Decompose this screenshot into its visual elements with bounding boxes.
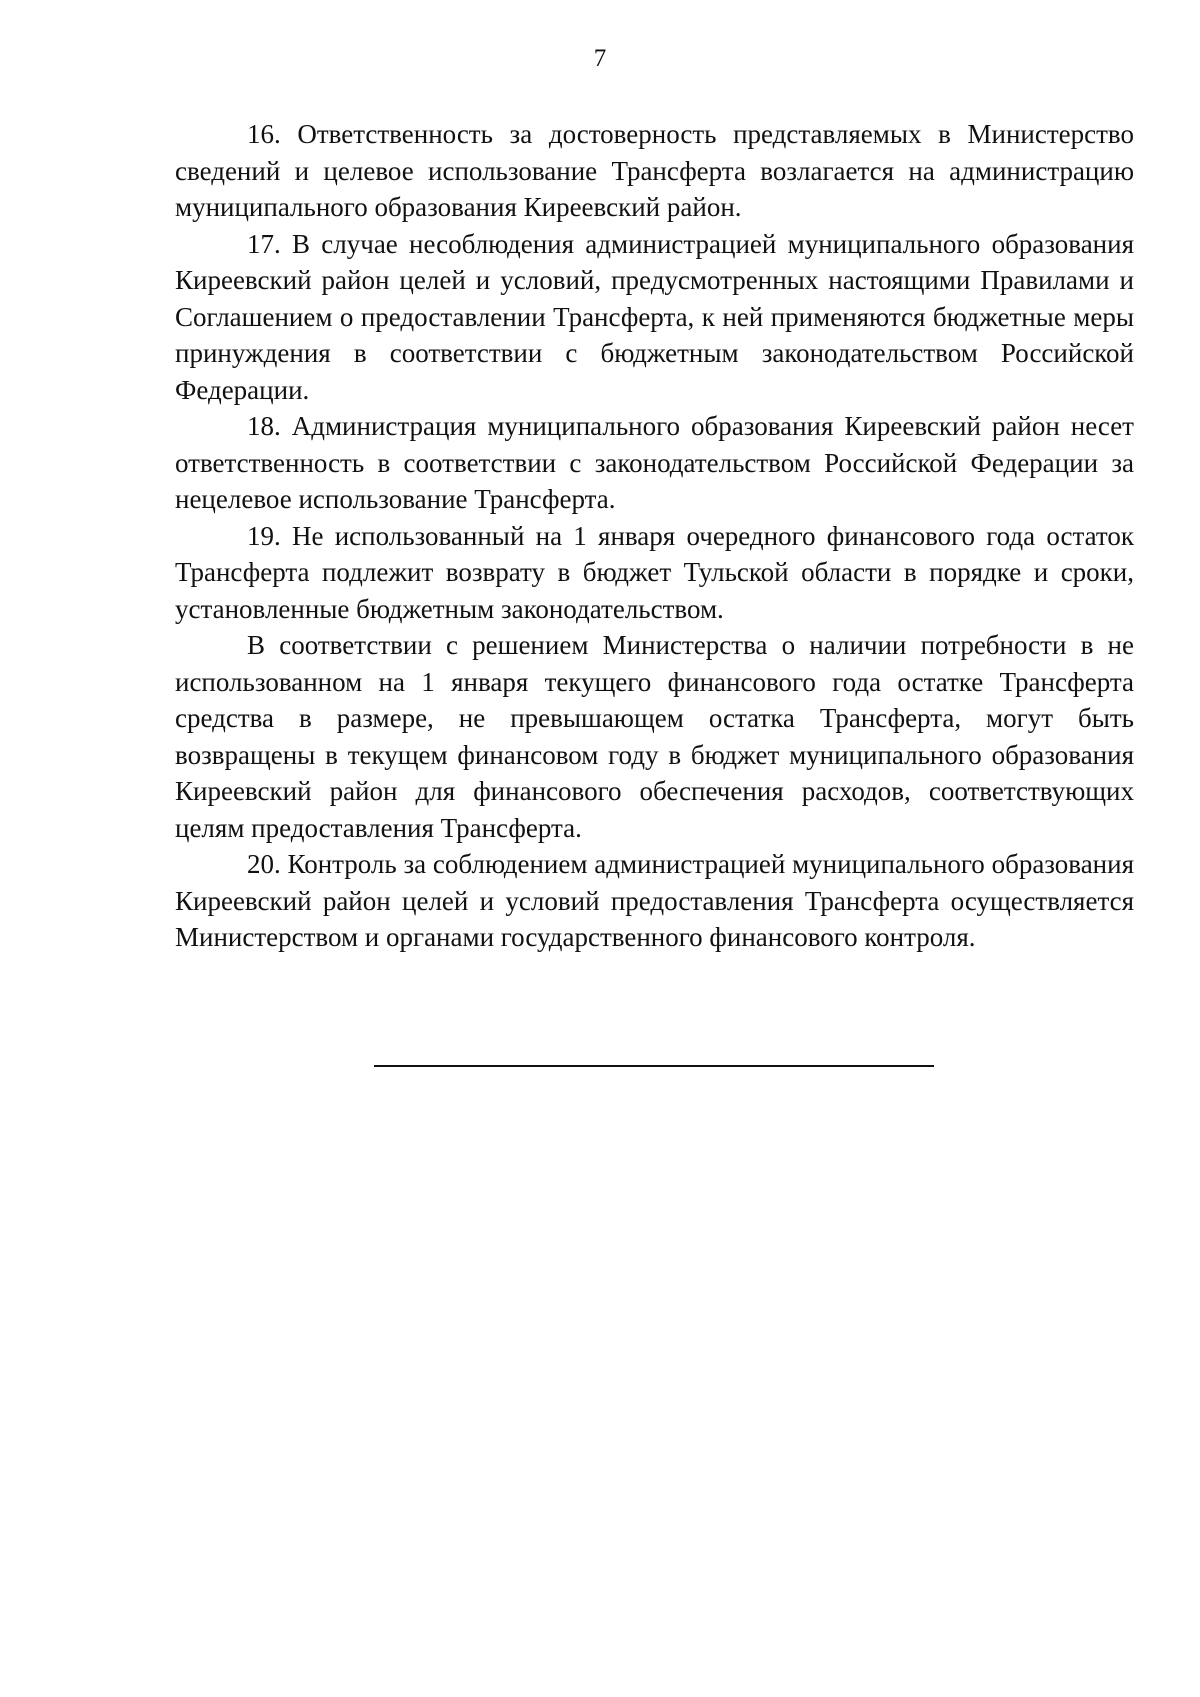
page-number: 7: [593, 45, 607, 72]
paragraph-17: 17. В случае несоблюдения администрацией муниципального образования Киреевский район целей и условий, предусмотренных настоящими Правилами и Соглашением о предоставлении Трансферта, к ней применяются бюджетные меры принуждения в соответствии с бюджетным законодательством Российской Федерации.: [175, 228, 1134, 405]
end-separator-line: [374, 1065, 934, 1067]
paragraph-19-continuation: В соответствии с решением Министерства о наличии потребности в не использованном на 1 января текущего финансового года остатке Трансферта средства в размере, не превышающем остатка Трансферта, могут быть возвращены в текущем финансовом году в бюджет муниципального образования Киреевский район для финансового обеспечения расходов, соответствующих целям предоставления Трансферта.: [175, 630, 1134, 843]
paragraph-18: 18. Администрация муниципального образования Киреевский район несет ответственность в соответствии с законодательством Российской Федерации за нецелевое использование Трансферта.: [175, 411, 1134, 514]
paragraph-16: 16. Ответственность за достоверность представляемых в Министерство сведений и целевое использование Трансферта возлагается на администрацию муниципального образования Киреевский район.: [175, 119, 1134, 222]
document-body: [175, 116, 1134, 956]
paragraph-20: 20. Контроль за соблюдением администрацией муниципального образования Киреевский район целей и условий предоставления Трансферта осуществляется Министерством и органами государственного финансового контроля.: [175, 849, 1134, 952]
paragraph-19: 19. Не использованный на 1 января очередного финансового года остаток Трансферта подлежит возврату в бюджет Тульской области в порядке и сроки, установленные бюджетным законодательством.: [175, 520, 1134, 624]
